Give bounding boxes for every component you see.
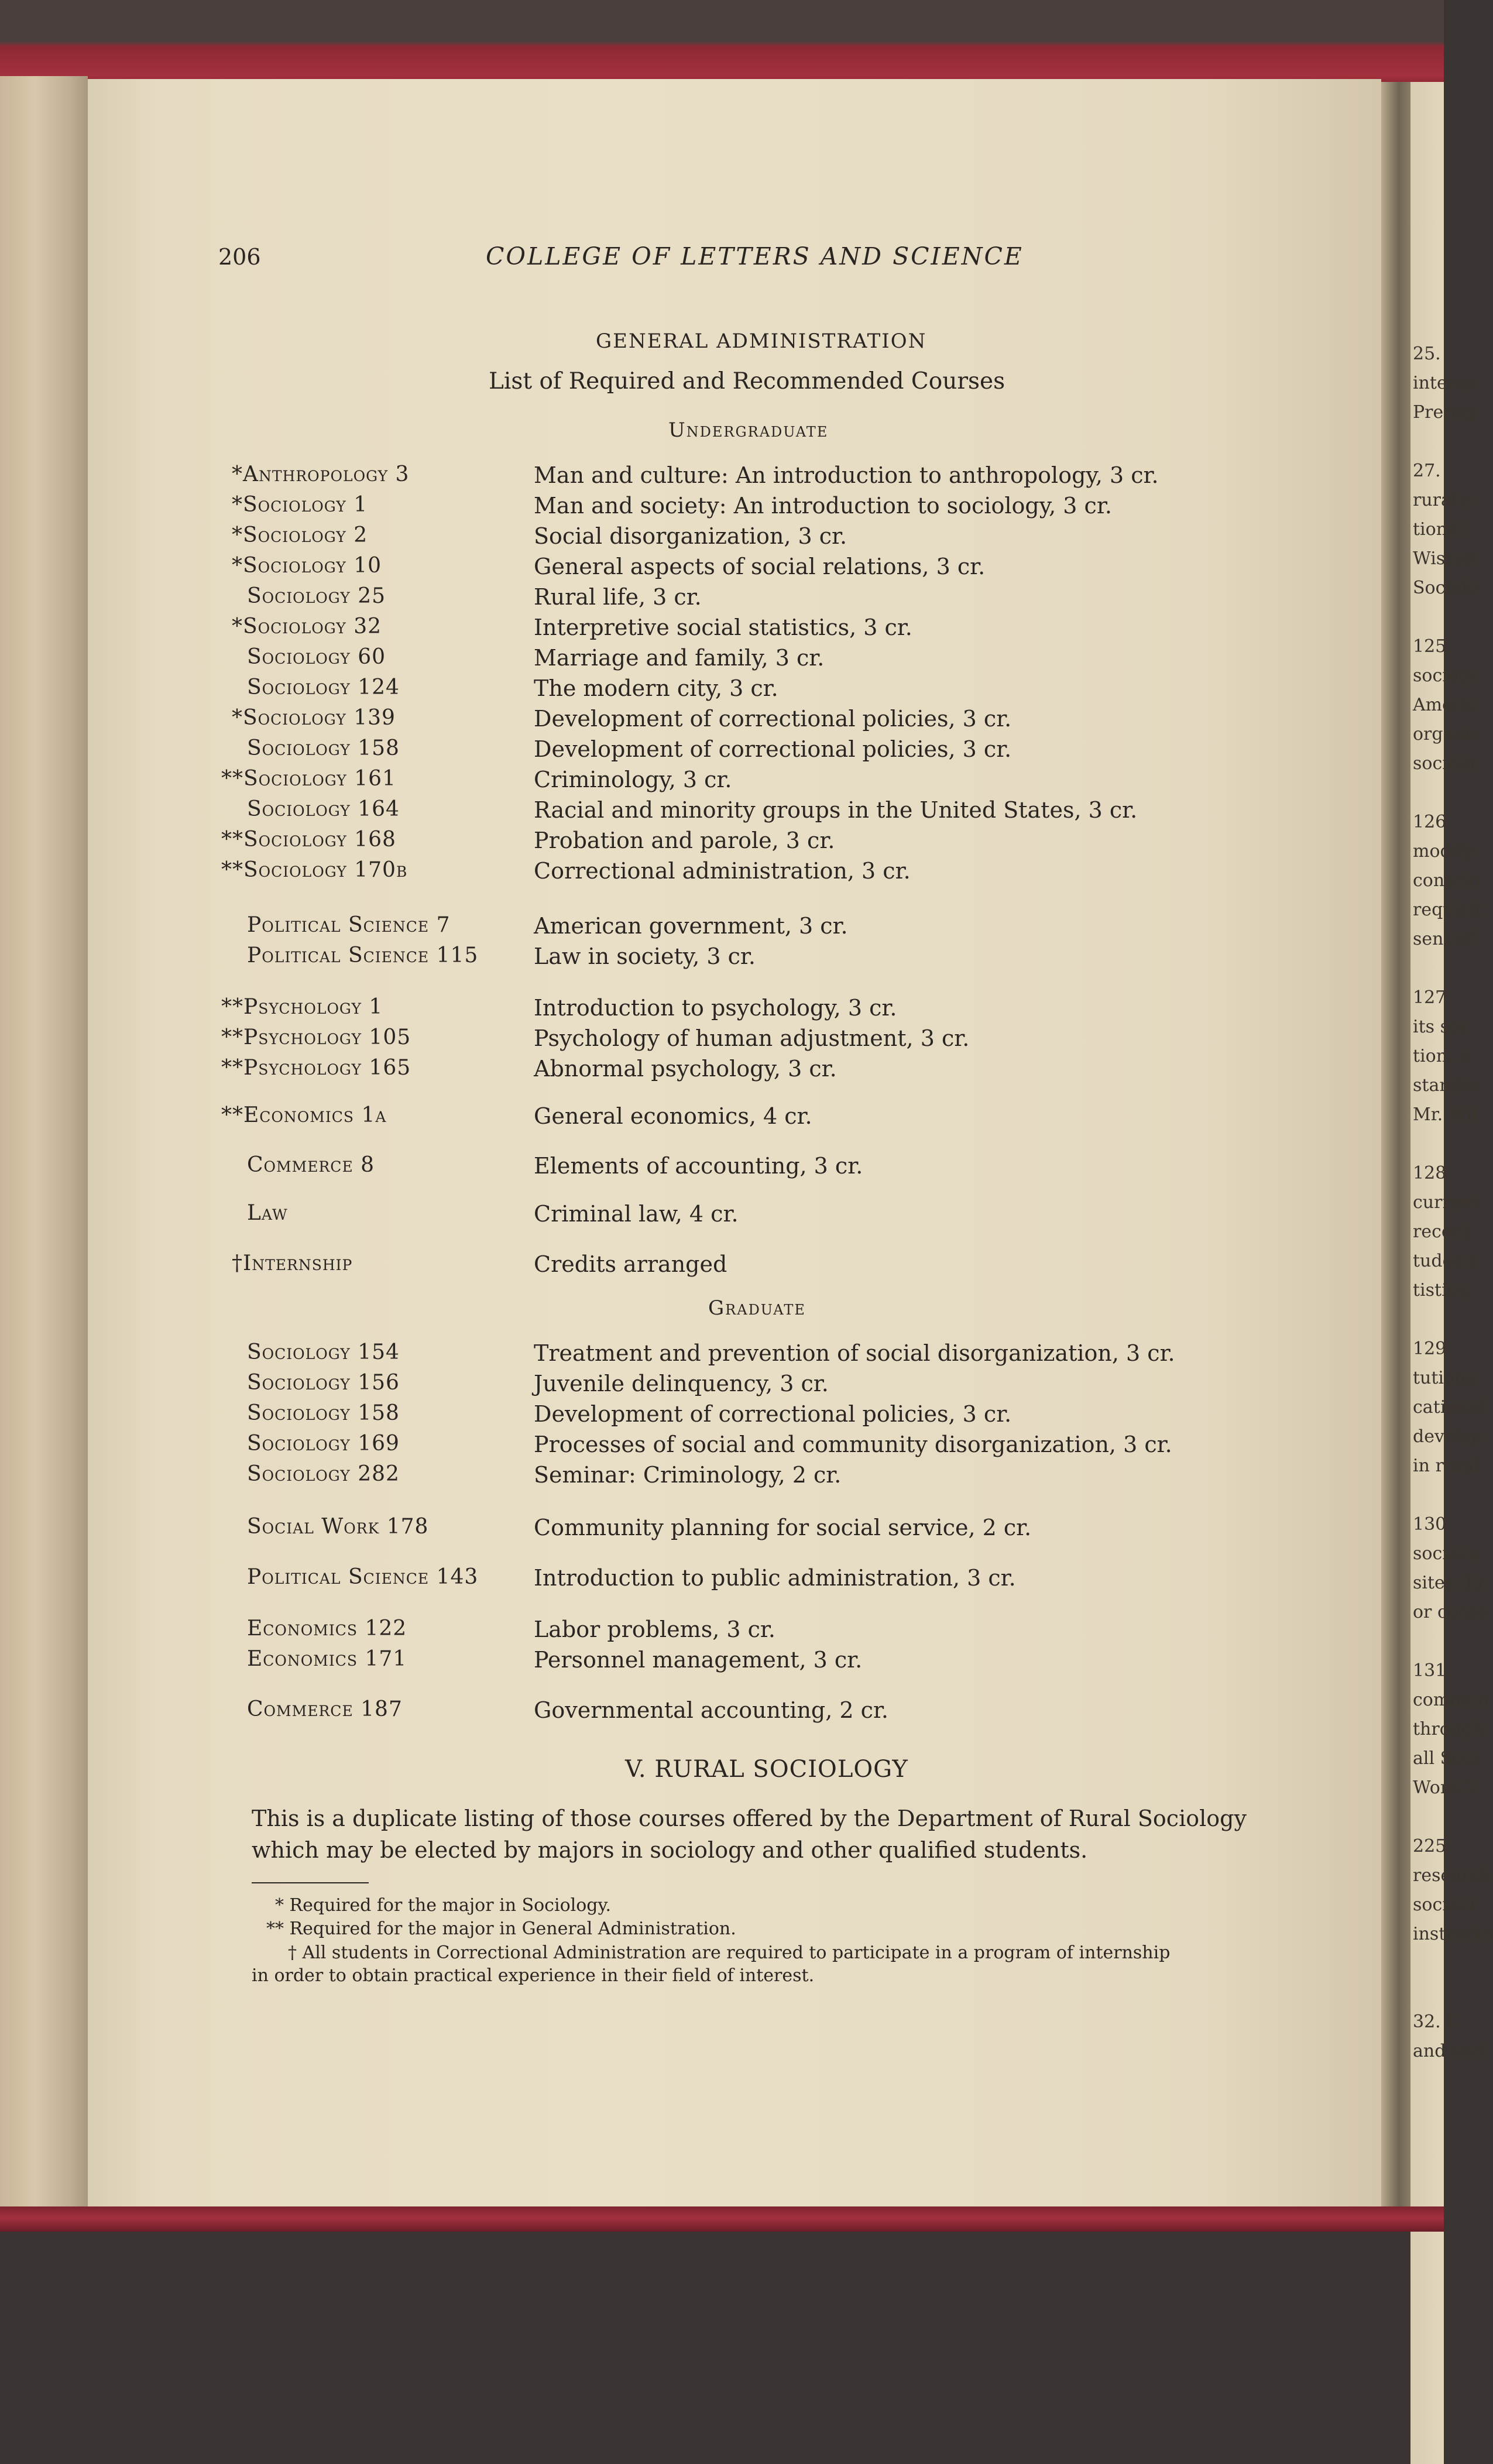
facing-page-fragment: sites: Ju	[1413, 1573, 1484, 1593]
facing-page-fragment: social i	[1413, 1895, 1475, 1915]
course-code: Commerce 187	[247, 1697, 403, 1721]
course-code: Sociology 25	[247, 584, 386, 608]
facing-page-fragment: 126.	[1413, 812, 1452, 832]
course-code: **Sociology 161	[221, 767, 396, 791]
facing-page-fragment: research	[1413, 1865, 1491, 1886]
course-row	[0, 706, 1444, 736]
book-binding-top	[0, 0, 1444, 88]
book-binding-bottom	[0, 2206, 1444, 2232]
course-code: †Internship	[232, 1251, 353, 1275]
course-description: Seminar: Criminology, 2 cr.	[534, 1462, 842, 1488]
course-description: Marriage and family, 3 cr.	[534, 645, 825, 671]
page-number: 206	[218, 244, 261, 270]
facing-page-fragment: tion; a	[1413, 1046, 1470, 1066]
facing-page-fragment: rural c	[1413, 490, 1473, 510]
course-description: Criminology, 3 cr.	[534, 767, 732, 792]
facing-page-fragment: conscio	[1413, 870, 1480, 891]
facing-page-fragment: 131.	[1413, 1660, 1452, 1681]
facing-page-fragment: organiz	[1413, 724, 1480, 744]
course-row	[0, 1340, 1444, 1371]
course-description: Abnormal psychology, 3 cr.	[534, 1056, 837, 1082]
course-code: *Sociology 10	[232, 554, 382, 578]
course-row	[0, 736, 1444, 767]
facing-page-fragment: 27.	[1413, 461, 1441, 481]
footnote-2: ** Required for the major in General Administration.	[266, 1919, 736, 1939]
course-description: Development of correctional policies, 3 cr.	[534, 1401, 1012, 1427]
course-row	[0, 1201, 1444, 1231]
facing-page-fragment: develop	[1413, 1426, 1482, 1447]
course-description: Probation and parole, 3 cr.	[534, 828, 835, 853]
page-edges-left	[0, 76, 88, 2218]
course-code: Sociology 282	[247, 1462, 400, 1486]
course-row	[0, 943, 1444, 974]
facing-page-fragment: modify	[1413, 841, 1474, 862]
course-description: Man and society: An introduction to sociology, 3 cr.	[534, 493, 1112, 519]
section-title: GENERAL ADMINISTRATION	[596, 330, 927, 353]
course-description: The modern city, 3 cr.	[534, 675, 778, 701]
course-code: Commerce 8	[247, 1153, 375, 1177]
course-row	[0, 828, 1444, 858]
facing-page-fragment	[1413, 1978, 1444, 2007]
course-description: General aspects of social relations, 3 cr.	[534, 554, 986, 579]
course-code: *Sociology 2	[232, 523, 368, 547]
course-code: Sociology 156	[247, 1371, 400, 1395]
course-row	[0, 1401, 1444, 1432]
course-row	[0, 1251, 1444, 1282]
course-code: Political Science 143	[247, 1565, 479, 1589]
course-code: Sociology 154	[247, 1340, 400, 1364]
course-row	[0, 858, 1444, 888]
facing-page-fragment: social a	[1413, 1543, 1480, 1564]
course-description: Credits arranged	[534, 1251, 727, 1277]
facing-page-fragment: all Soci	[1413, 1748, 1478, 1769]
facing-page-fragment: recent	[1413, 1221, 1471, 1242]
course-row	[0, 1515, 1444, 1545]
facing-page-fragment: 130.	[1413, 1514, 1452, 1535]
course-code: **Psychology 165	[221, 1056, 411, 1080]
footnote-1: * Required for the major in Sociology.	[275, 1895, 611, 1916]
facing-page-fragment: Wiscon	[1413, 548, 1477, 569]
facing-page-fragment: requisit	[1413, 900, 1482, 920]
course-code: Sociology 169	[247, 1432, 400, 1456]
facing-page-fragment: sociolo	[1413, 753, 1475, 774]
rural-paragraph-line-1: This is a duplicate listing of those courses offered by the Department of Rural Sociology	[252, 1806, 1247, 1831]
facing-page-fragment: instructo	[1413, 1924, 1493, 1944]
facing-page-fragment: or conse	[1413, 1602, 1489, 1622]
course-row	[0, 523, 1444, 554]
course-row	[0, 1103, 1444, 1134]
course-description: Interpretive social statistics, 3 cr.	[534, 615, 912, 640]
course-code: Economics 171	[247, 1647, 407, 1671]
course-row	[0, 462, 1444, 493]
facing-page-fragment: Americ	[1413, 695, 1477, 715]
course-row	[0, 1056, 1444, 1086]
facing-page-fragment: cational	[1413, 1397, 1484, 1418]
course-description: Community planning for social service, 2 cr.	[534, 1515, 1032, 1540]
course-row	[0, 1617, 1444, 1647]
course-code: *Sociology 139	[232, 706, 396, 730]
course-description: Processes of social and community disorganization, 3 cr.	[534, 1432, 1172, 1457]
facing-page-fragment: commun	[1413, 1690, 1489, 1710]
facing-page-fragment: 125.	[1413, 636, 1452, 657]
course-description: Rural life, 3 cr.	[534, 584, 702, 610]
course-code: Political Science 115	[247, 943, 479, 967]
course-row	[0, 797, 1444, 828]
course-description: Juvenile delinquency, 3 cr.	[534, 1371, 829, 1396]
course-row	[0, 913, 1444, 943]
course-code: Sociology 60	[247, 645, 386, 669]
graduate-heading: Graduate	[708, 1296, 806, 1320]
course-code: **Sociology 168	[221, 828, 396, 852]
course-row	[0, 645, 1444, 675]
course-description: Development of correctional policies, 3 cr.	[534, 736, 1012, 762]
facing-page-fragment: 225.	[1413, 1836, 1452, 1856]
course-code: *Sociology 1	[232, 493, 368, 517]
course-code: *Anthropology 3	[232, 462, 410, 486]
course-row	[0, 1371, 1444, 1401]
course-description: Introduction to psychology, 3 cr.	[534, 995, 897, 1021]
course-code: Sociology 164	[247, 797, 400, 821]
rural-sociology-title: V. RURAL SOCIOLOGY	[625, 1756, 908, 1783]
footnote-3-line-2: in order to obtain practical experience in their field of interest.	[252, 1965, 815, 1986]
course-code: **Sociology 170b	[221, 858, 408, 882]
course-description: American government, 3 cr.	[534, 913, 848, 939]
course-description: Racial and minority groups in the United States, 3 cr.	[534, 797, 1138, 823]
undergraduate-heading: Undergraduate	[668, 418, 829, 442]
course-row	[0, 1697, 1444, 1728]
course-row	[0, 584, 1444, 615]
facing-page-fragment: current	[1413, 1192, 1480, 1213]
facing-page-fragment: tudes a	[1413, 1251, 1478, 1271]
course-row	[0, 1565, 1444, 1595]
book-gutter	[1381, 82, 1410, 2206]
facing-page-fragment: through	[1413, 1719, 1484, 1739]
course-code: Sociology 158	[247, 1401, 400, 1425]
facing-page-fragment: tistics,	[1413, 1280, 1472, 1300]
facing-page-fragment: 129.	[1413, 1339, 1452, 1359]
course-row	[0, 1025, 1444, 1056]
facing-page-fragment: tional	[1413, 519, 1464, 540]
facing-page-fragment: Mr. Wil	[1413, 1104, 1478, 1125]
course-description: Man and culture: An introduction to anthropology, 3 cr.	[534, 462, 1159, 488]
facing-page-fragment: interes	[1413, 373, 1475, 393]
facing-page-fragment: Sociolo	[1413, 578, 1478, 598]
course-description: Introduction to public administration, 3 cr.	[534, 1565, 1016, 1591]
facing-page-fragment: Prereq	[1413, 402, 1474, 423]
course-code: Law	[247, 1201, 288, 1225]
course-row	[0, 995, 1444, 1025]
course-code: **Psychology 105	[221, 1025, 411, 1049]
facing-page-fragment: sent of	[1413, 929, 1474, 949]
course-row	[0, 493, 1444, 523]
course-description: Development of correctional policies, 3 cr.	[534, 706, 1012, 732]
course-row	[0, 1153, 1444, 1183]
running-head: COLLEGE OF LETTERS AND SCIENCE	[486, 242, 1024, 270]
facing-page-fragment: and soci	[1413, 2041, 1487, 2061]
course-description: Labor problems, 3 cr.	[534, 1617, 775, 1642]
book-page	[88, 79, 1381, 2209]
course-description: Treatment and prevention of social disorganization, 3 cr.	[534, 1340, 1175, 1366]
rural-paragraph-line-2: which may be elected by majors in sociology and other qualified students.	[252, 1837, 1088, 1863]
course-code: Economics 122	[247, 1617, 407, 1641]
facing-page-fragment: its soc	[1413, 1017, 1470, 1037]
course-code: Political Science 7	[247, 913, 451, 937]
section-subtitle: List of Required and Recommended Courses	[489, 368, 1005, 394]
facing-page-fragment: in rural	[1413, 1456, 1480, 1476]
facing-page-fragment: 127.	[1413, 987, 1452, 1008]
facing-page-fragment	[1413, 1949, 1444, 1978]
course-description: Elements of accounting, 3 cr.	[534, 1153, 863, 1179]
course-code: *Sociology 32	[232, 615, 382, 639]
course-row	[0, 615, 1444, 645]
facing-page-fragment: 128.	[1413, 1163, 1452, 1183]
facing-page-fragment	[1413, 427, 1444, 457]
facing-page-fragment	[1413, 1803, 1444, 1832]
footnote-rule	[252, 1882, 369, 1883]
course-row	[0, 1432, 1444, 1462]
course-code: Sociology 158	[247, 736, 400, 760]
course-description: Correctional administration, 3 cr.	[534, 858, 911, 884]
course-description: Personnel management, 3 cr.	[534, 1647, 863, 1673]
facing-page-fragment: Work 1	[1413, 1777, 1477, 1798]
footnote-3-line-1: † All students in Correctional Administration are required to participate in a program of internship	[288, 1943, 1171, 1963]
course-row	[0, 554, 1444, 584]
facing-page-fragment: standin	[1413, 1075, 1479, 1096]
course-description: Governmental accounting, 2 cr.	[534, 1697, 889, 1723]
course-code: **Psychology 1	[221, 995, 383, 1019]
course-code: Sociology 124	[247, 675, 400, 699]
course-description: Social disorganization, 3 cr.	[534, 523, 847, 549]
course-description: General economics, 4 cr.	[534, 1103, 812, 1129]
course-description: Psychology of human adjustment, 3 cr.	[534, 1025, 970, 1051]
facing-page-fragment: tutiona	[1413, 1368, 1477, 1388]
course-row	[0, 767, 1444, 797]
course-code: **Economics 1a	[221, 1103, 387, 1127]
facing-page-fragment: 32. I	[1413, 2012, 1454, 2032]
course-description: Law in society, 3 cr.	[534, 943, 756, 969]
course-code: Social Work 178	[247, 1515, 429, 1539]
facing-page-fragment: society	[1413, 665, 1475, 686]
course-row	[0, 675, 1444, 706]
course-row	[0, 1462, 1444, 1492]
facing-page-fragment: 25.	[1413, 344, 1441, 364]
course-row	[0, 1647, 1444, 1677]
facing-page-fragment	[1413, 1305, 1444, 1334]
course-description: Criminal law, 4 cr.	[534, 1201, 739, 1227]
